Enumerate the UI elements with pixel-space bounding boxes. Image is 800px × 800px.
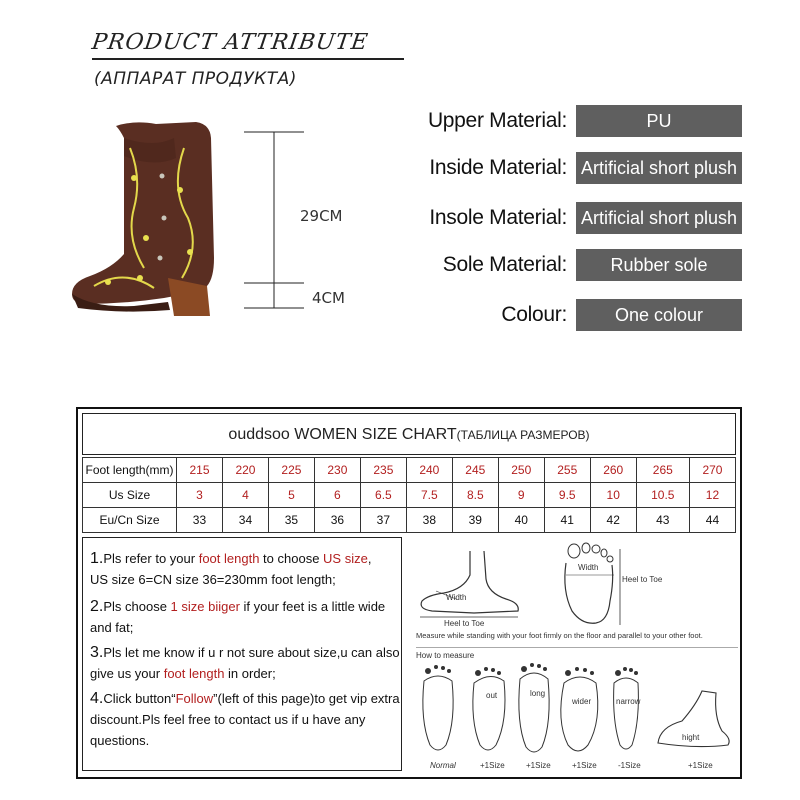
title-underline xyxy=(92,58,404,60)
attribute-sole-material xyxy=(380,249,742,281)
note-highlight: Follow xyxy=(175,691,214,706)
table-cell: 40 xyxy=(498,508,544,533)
note-highlight: US size xyxy=(323,551,368,566)
table-cell: 36 xyxy=(314,508,360,533)
attribute-label: Inside Material: xyxy=(429,156,567,179)
size-chart-title xyxy=(82,413,736,455)
us-size-row xyxy=(83,483,736,508)
foot-top-view-icon xyxy=(556,541,636,627)
foot-length-row xyxy=(83,458,736,483)
note-text: ”(left of this page)to get vip extra discount.Pls feel free to contact us if u have any questions. xyxy=(90,691,400,748)
measurement-figures xyxy=(406,537,738,771)
table-cell: 9.5 xyxy=(544,483,590,508)
attribute-value: Artificial short plush xyxy=(576,152,742,184)
foot-caption: +1Size xyxy=(688,761,713,770)
high-instep-foot-icon xyxy=(656,687,736,753)
note-text: Pls refer to your xyxy=(103,551,199,566)
heel-to-toe-side-label: Heel to Toe xyxy=(444,619,485,628)
how-to-measure-label: How to measure xyxy=(416,651,475,660)
size-chart-title-text: ouddsoo WOMEN SIZE CHART xyxy=(228,426,457,443)
table-cell: 42 xyxy=(590,508,636,533)
table-cell: 265 xyxy=(636,458,689,483)
page-subtitle: (АППАРАТ ПРОДУКТА) xyxy=(94,69,297,89)
table-cell: 10.5 xyxy=(636,483,689,508)
shaft-height-label: 29CM xyxy=(300,207,343,225)
foot-types-icon xyxy=(416,661,656,757)
boot-image xyxy=(64,118,234,316)
note-text: Pls choose xyxy=(103,599,171,614)
table-cell: 4 xyxy=(222,483,268,508)
heel-to-toe-top-label: Heel to Toe xyxy=(622,575,663,584)
table-cell: 5 xyxy=(268,483,314,508)
foot-label-wider: wider xyxy=(572,697,592,706)
size-chart xyxy=(76,407,742,779)
table-cell: 235 xyxy=(360,458,406,483)
note-text: if your feet is a little wide and fat; xyxy=(90,599,386,635)
table-cell: 255 xyxy=(544,458,590,483)
note-number: 3. xyxy=(90,644,104,661)
foot-label-narrow: narrow xyxy=(616,697,641,706)
attribute-label: Colour: xyxy=(501,303,567,326)
foot-caption: +1Size xyxy=(526,761,551,770)
width-top-label: Width xyxy=(578,563,599,572)
table-cell: 3 xyxy=(177,483,223,508)
table-cell: 35 xyxy=(268,508,314,533)
table-cell: 9 xyxy=(498,483,544,508)
note-highlight: foot length xyxy=(163,666,225,681)
table-cell: 38 xyxy=(406,508,452,533)
note-number: 1. xyxy=(90,550,104,567)
table-cell: 34 xyxy=(222,508,268,533)
table-cell: 37 xyxy=(360,508,406,533)
attribute-colour xyxy=(380,299,742,331)
foot-caption: +1Size xyxy=(480,761,505,770)
heel-height-label: 4CM xyxy=(312,289,345,307)
note-number: 2. xyxy=(90,598,104,615)
foot-caption: -1Size xyxy=(618,761,641,770)
note-number: 4. xyxy=(90,690,104,707)
table-cell: 230 xyxy=(314,458,360,483)
note-text: Pls let me know if u r not sure about size,u can also give us your xyxy=(90,645,400,681)
table-cell: 250 xyxy=(498,458,544,483)
note-3 xyxy=(90,642,404,684)
table-cell: 44 xyxy=(689,508,735,533)
note-1 xyxy=(90,548,404,590)
row-header: Foot length(mm) xyxy=(83,458,177,483)
figures-divider xyxy=(416,647,738,648)
foot-label-out: out xyxy=(486,691,498,700)
table-cell: 7.5 xyxy=(406,483,452,508)
table-cell: 220 xyxy=(222,458,268,483)
table-cell: 6.5 xyxy=(360,483,406,508)
table-cell: 6 xyxy=(314,483,360,508)
note-text: US size 6=CN size 36=230mm foot length; xyxy=(90,572,336,587)
table-cell: 225 xyxy=(268,458,314,483)
attribute-label: Insole Material: xyxy=(429,206,567,229)
attribute-inside-material xyxy=(380,152,742,184)
foot-side-view-icon xyxy=(414,549,524,621)
table-cell: 43 xyxy=(636,508,689,533)
foot-label-hight: hight xyxy=(682,733,700,742)
table-cell: 41 xyxy=(544,508,590,533)
table-cell: 245 xyxy=(452,458,498,483)
attribute-value: Rubber sole xyxy=(576,249,742,281)
attribute-upper-material xyxy=(380,105,742,137)
table-cell: 10 xyxy=(590,483,636,508)
measure-note: Measure while standing with your foot firmly on the floor and parallel to your other foot. xyxy=(416,631,703,640)
width-side-label: Width xyxy=(446,593,467,602)
attribute-insole-material xyxy=(380,202,742,234)
table-cell: 39 xyxy=(452,508,498,533)
attribute-value: Artificial short plush xyxy=(576,202,742,234)
note-text: , xyxy=(367,551,372,566)
note-2 xyxy=(90,596,404,638)
row-header: Eu/Cn Size xyxy=(83,508,177,533)
note-text: to choose xyxy=(259,551,324,566)
table-cell: 12 xyxy=(689,483,735,508)
table-cell: 8.5 xyxy=(452,483,498,508)
table-cell: 260 xyxy=(590,458,636,483)
attribute-value: One colour xyxy=(576,299,742,331)
size-table xyxy=(82,457,736,533)
note-4 xyxy=(90,688,404,751)
table-cell: 240 xyxy=(406,458,452,483)
foot-caption-normal: Normal xyxy=(430,761,456,770)
eu-cn-size-row xyxy=(83,508,736,533)
size-chart-title-ru: (ТАБЛИЦА РАЗМЕРОВ) xyxy=(456,428,590,442)
attribute-value: PU xyxy=(576,105,742,137)
note-highlight: 1 size biiger xyxy=(170,599,240,614)
attribute-label: Upper Material: xyxy=(427,109,567,132)
page-title: PRODUCT ATTRIBUTE xyxy=(90,30,370,55)
attribute-label: Sole Material: xyxy=(442,253,567,276)
note-text: Click button“ xyxy=(103,691,176,706)
note-highlight: foot length xyxy=(198,551,260,566)
foot-caption: +1Size xyxy=(572,761,597,770)
size-notes xyxy=(82,537,402,771)
table-cell: 33 xyxy=(177,508,223,533)
foot-label-long: long xyxy=(530,689,546,698)
row-header: Us Size xyxy=(83,483,177,508)
table-cell: 270 xyxy=(689,458,735,483)
note-text: in order; xyxy=(224,666,276,681)
table-cell: 215 xyxy=(177,458,223,483)
